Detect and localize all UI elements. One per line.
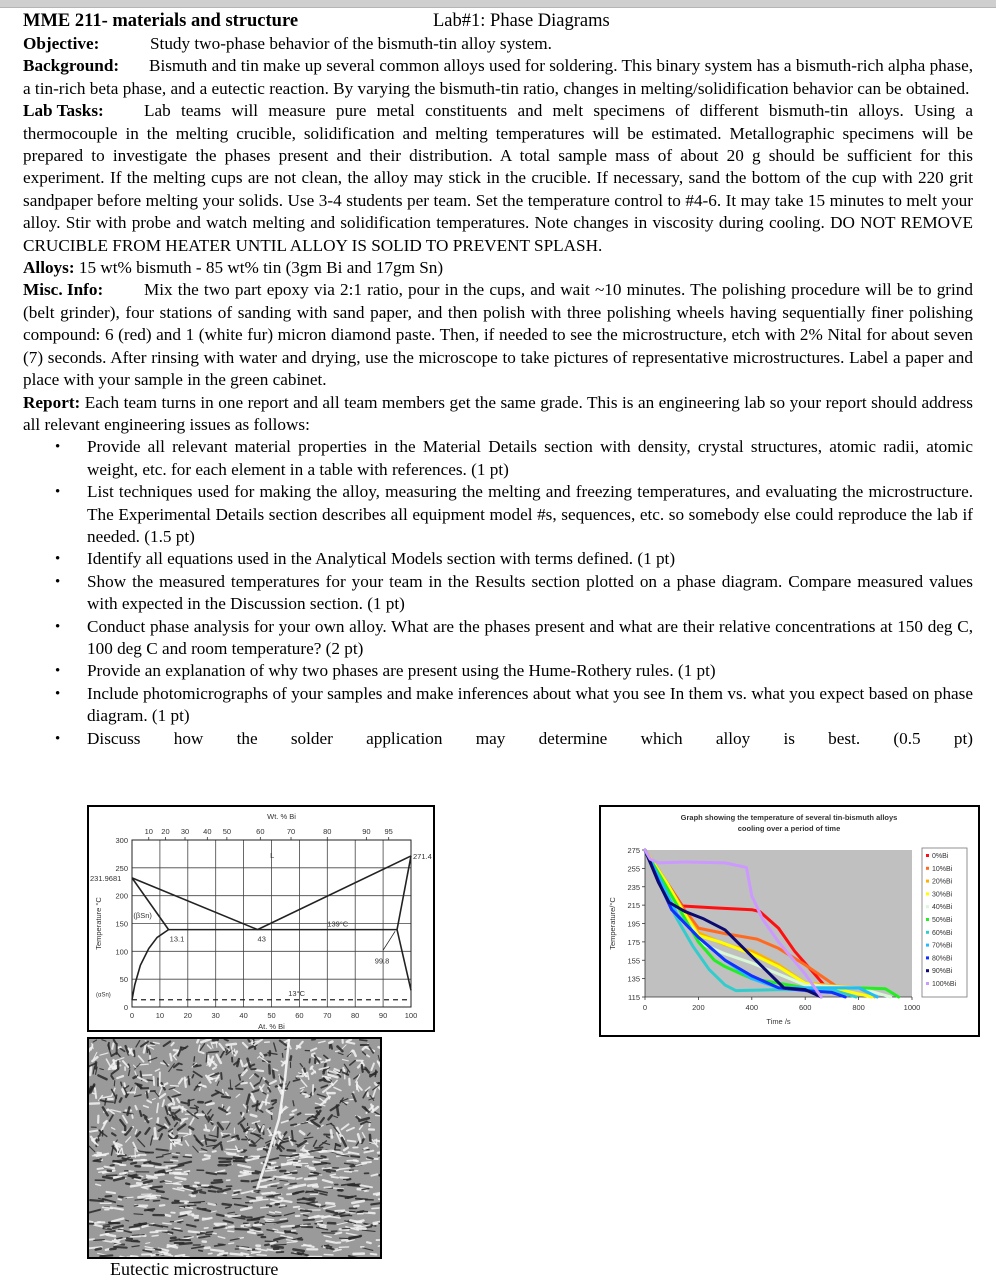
svg-text:231.9681: 231.9681 — [90, 873, 122, 883]
svg-text:43: 43 — [257, 934, 266, 944]
background-text: Bismuth and tin make up several common alloys used for soldering. This binary system has a bismuth-rich alpha phase, a tin-rich beta phase, and a eutectic reaction. By varying the bismuth-tin ratio, changes in melting/solidification behavior can be obtained. — [23, 56, 973, 98]
svg-text:155: 155 — [627, 956, 640, 966]
svg-text:Temperature/°C: Temperature/°C — [608, 897, 617, 950]
svg-text:50: 50 — [119, 975, 128, 985]
svg-text:255: 255 — [627, 864, 640, 874]
svg-text:80%Bi: 80%Bi — [932, 955, 953, 963]
misc-info-text: Mix the two part epoxy via 2:1 ratio, pour in the cups, and wait ~10 minutes. The polishing procedure will be to grind (belt grinder), four stations of sanding with sand paper, and then polish with three polishing wheels having sequentially finer polishing compound: 6 (red) and 1 (white fur) micron diamond paste. Then, if needed to see the microstructure, etch with 2% Nital for about seven (7) seconds. After rinsing with water and drying, use the microscope to take pictures of representative microstructures. Label a paper and place with your sample in the green cabinet. — [23, 280, 973, 390]
svg-text:60: 60 — [295, 1011, 304, 1020]
lab-tasks-label: Lab Tasks: — [23, 101, 104, 121]
background-label: Background: — [23, 56, 120, 76]
alloys-text: 15 wt% bismuth - 85 wt% tin (3gm Bi and 17gm Sn) — [78, 258, 444, 278]
document-header — [23, 9, 973, 33]
svg-text:Time /s: Time /s — [766, 1017, 791, 1026]
misc-info-section — [23, 279, 973, 391]
svg-text:At. % Bi: At. % Bi — [258, 1022, 285, 1030]
svg-text:90: 90 — [362, 827, 371, 836]
svg-text:1000: 1000 — [903, 1003, 921, 1012]
svg-text:100%Bi: 100%Bi — [932, 981, 957, 988]
svg-text:13°C: 13°C — [288, 988, 306, 998]
svg-text:70: 70 — [323, 1011, 332, 1020]
svg-text:0: 0 — [123, 1003, 128, 1012]
bullet-icon: • — [55, 551, 61, 568]
svg-text:Graph showing the temperature: Graph showing the temperature of several tin-bismuth alloys — [680, 813, 898, 822]
bullet-icon: • — [55, 618, 61, 635]
window-top-bar — [0, 0, 996, 8]
svg-text:cooling over a period of time: cooling over a period of time — [737, 824, 841, 833]
bullet-icon: • — [55, 730, 61, 747]
svg-text:600: 600 — [798, 1003, 812, 1012]
svg-text:30: 30 — [211, 1011, 220, 1020]
svg-text:100: 100 — [115, 947, 128, 957]
svg-text:175: 175 — [627, 937, 640, 947]
svg-text:40: 40 — [203, 827, 212, 836]
svg-text:50: 50 — [267, 1011, 276, 1020]
bullet-icon: • — [55, 439, 61, 456]
svg-text:275: 275 — [627, 846, 640, 855]
svg-text:70%Bi: 70%Bi — [932, 942, 953, 950]
list-item: • Discuss how the solder application may determine which alloy is best. (0.5 pt) — [23, 728, 973, 750]
svg-text:195: 195 — [627, 919, 640, 929]
objective-section — [23, 33, 973, 55]
svg-text:30: 30 — [180, 827, 190, 836]
svg-text:115: 115 — [628, 993, 640, 1002]
svg-text:135: 135 — [627, 974, 640, 984]
report-label: Report: — [23, 392, 81, 412]
svg-text:80: 80 — [351, 1011, 360, 1020]
lab-document — [23, 9, 973, 750]
bullet-icon: • — [55, 685, 61, 702]
report-requirements-list — [23, 436, 973, 750]
report-section — [23, 392, 973, 437]
svg-text:99.8: 99.8 — [374, 956, 390, 966]
list-item: • Include photomicrographs of your samples and make inferences about what you see In them vs. what you expect based on phase diagram. (1 pt) — [55, 683, 973, 726]
course-title: MME 211- materials and structure — [23, 11, 299, 31]
lab-title: Lab#1: Phase Diagrams — [433, 11, 610, 31]
svg-text:800: 800 — [852, 1003, 865, 1012]
svg-text:10: 10 — [155, 1011, 165, 1020]
svg-text:95: 95 — [384, 827, 393, 836]
alloys-section — [23, 257, 973, 279]
svg-text:215: 215 — [627, 901, 640, 911]
svg-text:139°C: 139°C — [327, 919, 349, 929]
svg-text:250: 250 — [115, 863, 128, 873]
phase-diagram-figure — [87, 805, 435, 1032]
svg-text:10%Bi: 10%Bi — [932, 865, 953, 873]
phase-diagram-chart — [89, 807, 433, 1030]
svg-text:80: 80 — [323, 827, 332, 836]
svg-text:60%Bi: 60%Bi — [932, 929, 953, 937]
svg-text:200: 200 — [692, 1003, 705, 1012]
svg-text:13.1: 13.1 — [169, 934, 185, 944]
svg-text:50%Bi: 50%Bi — [932, 917, 953, 924]
svg-text:(αSn): (αSn) — [96, 992, 111, 999]
svg-text:20%Bi: 20%Bi — [932, 878, 953, 886]
svg-text:30%Bi: 30%Bi — [932, 891, 953, 899]
svg-text:Wt. % Bi: Wt. % Bi — [267, 812, 296, 821]
bullet-icon: • — [55, 663, 61, 680]
svg-text:90%Bi: 90%Bi — [932, 968, 953, 976]
svg-text:10: 10 — [144, 827, 153, 836]
svg-text:235: 235 — [627, 882, 640, 892]
svg-text:0: 0 — [129, 1011, 135, 1020]
lab-tasks-text: Lab teams will measure pure metal constituents and melt specimens of different bismuth-tin alloys. Using a thermocouple in the melting crucible, solidification and melting temperatures will be estimated. Metallographic specimens will be prepared to investigate the phases present and their distribution. A total sample mass of about 20 g should be sufficient for this experiment. If the melting cups are not clean, the alloy may stick in the crucible. If necessary, sand the bottom of the cup with 220 grit sandpaper before melting your solids. Use 3-4 students per team. Set the temperature control to #4-6. It may take 15 minutes to melt your alloy. Stir with probe and watch melting and solidification temperatures. Note changes in viscosity during cooling. DO NOT REMOVE CRUCIBLE FROM HEATER UNTIL ALLOY IS SOLID TO PREVENT SPLASH. — [23, 101, 973, 255]
micrograph-caption: Eutectic microstructure — [110, 1259, 279, 1279]
svg-text:L: L — [270, 850, 275, 860]
alloys-label: Alloys: — [23, 258, 75, 278]
cooling-curve-figure — [599, 805, 980, 1037]
svg-text:70: 70 — [286, 827, 296, 836]
lab-tasks-section — [23, 100, 973, 257]
svg-text:(βSn): (βSn) — [133, 910, 152, 920]
bullet-icon: • — [55, 573, 61, 590]
list-item: • Identify all equations used in the Analytical Models section with terms defined. (1 pt) — [23, 548, 973, 570]
svg-text:0: 0 — [642, 1003, 648, 1012]
svg-text:400: 400 — [745, 1003, 759, 1012]
svg-text:150: 150 — [115, 919, 128, 929]
background-section — [23, 55, 973, 100]
list-item: • Show the measured temperatures for your team in the Results section plotted on a phase diagram. Compare measured values with expected in the Discussion section. (1 pt) — [55, 571, 973, 614]
svg-text:40%Bi: 40%Bi — [932, 904, 953, 912]
eutectic-micrograph-image — [87, 1037, 382, 1259]
list-item: • Provide all relevant material properties in the Material Details section with density, crystal structures, atomic radii, atomic weight, etc. for each element in a table with references. (1 pt) — [55, 437, 973, 479]
svg-text:20: 20 — [161, 827, 170, 836]
svg-text:50: 50 — [222, 827, 232, 836]
svg-text:90: 90 — [378, 1011, 388, 1020]
svg-text:271.4: 271.4 — [413, 852, 432, 862]
objective-text: Study two-phase behavior of the bismuth-tin alloy system. — [150, 34, 552, 53]
cooling-curve-chart — [601, 807, 978, 1035]
list-item: • Conduct phase analysis for your own alloy. What are the phases present and what are their relative concentrations at 150 deg C, 100 deg C and room temperature? (2 pt) — [55, 616, 973, 658]
svg-text:40: 40 — [239, 1011, 248, 1020]
svg-text:60: 60 — [256, 827, 265, 836]
svg-text:20: 20 — [183, 1011, 192, 1020]
svg-text:0%Bi: 0%Bi — [932, 853, 949, 860]
svg-text:Temperature °C: Temperature °C — [94, 897, 103, 950]
bullet-icon: • — [55, 484, 61, 501]
misc-info-label: Misc. Info: — [23, 280, 104, 300]
list-item: • List techniques used for making the alloy, measuring the melting and freezing temperatures, and evaluating the microstructure. The Experimental Details section describes all equipment model #s, sequences, etc. so somebody else could reproduce the lab if needed. (1.5 pt) — [55, 482, 973, 546]
svg-text:100: 100 — [404, 1011, 418, 1020]
objective-label: Objective: — [23, 34, 100, 53]
svg-text:300: 300 — [115, 836, 128, 845]
list-item: • Provide an explanation of why two phases are present using the Hume-Rothery rules. (1 pt) — [23, 660, 973, 682]
report-text: Each team turns in one report and all team members get the same grade. This is an engineering lab so your report should address all relevant engineering issues as follows: — [23, 392, 973, 434]
svg-text:200: 200 — [115, 891, 128, 901]
